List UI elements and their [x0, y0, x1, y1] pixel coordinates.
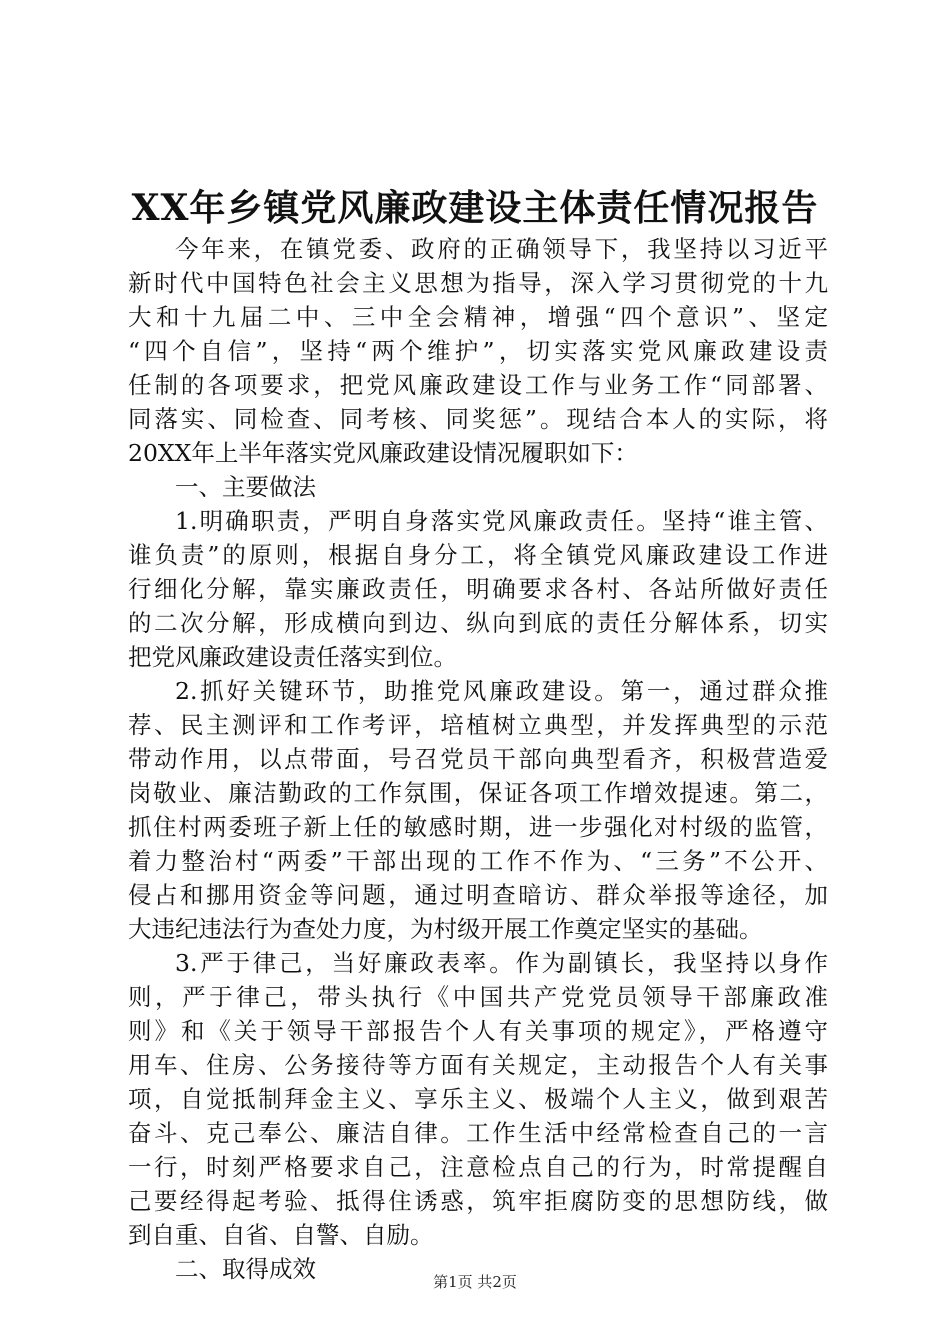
text-line: 今年来，在镇党委、政府的正确领导下，我坚持以习近平: [175, 235, 828, 263]
text-line: 的二次分解，形成横向到边、纵向到底的责任分解体系，切实: [128, 609, 828, 637]
text-line: 谁负责”的原则，根据自身分工，将全镇党风廉政建设工作进: [128, 541, 828, 569]
text-line: 到自重、自省、自警、自励。: [128, 1221, 434, 1249]
text-line: 行细化分解，靠实廉政责任，明确要求各村、各站所做好责任: [128, 575, 828, 603]
text-line: 同落实、同检查、同考核、同奖惩”。现结合本人的实际，将: [128, 405, 828, 433]
text-line: 一、主要做法: [175, 473, 316, 501]
text-line: 大和十九届二中、三中全会精神，增强“四个意识”、坚定: [128, 303, 828, 331]
text-line: 新时代中国特色社会主义思想为指导，深入学习贯彻党的十九: [128, 269, 828, 297]
text-line: 一行，时刻严格要求自己，注意检点自己的行为，时常提醒自: [128, 1153, 828, 1181]
text-line: 荐、民主测评和工作考评，培植树立典型，并发挥典型的示范: [128, 711, 828, 739]
text-line: 3.严于律己，当好廉政表率。作为副镇长，我坚持以身作: [175, 949, 828, 977]
text-line: 己要经得起考验、抵得住诱惑，筑牢拒腐防变的思想防线，做: [128, 1187, 828, 1215]
document-title: XX年乡镇党风廉政建设主体责任情况报告: [131, 187, 819, 229]
text-line: 2.抓好关键环节，助推党风廉政建设。第一，通过群众推: [175, 677, 828, 705]
text-line: 二、取得成效: [175, 1255, 316, 1283]
text-line: 大违纪违法行为查处力度，为村级开展工作奠定坚实的基础。: [128, 915, 763, 943]
text-line: 把党风廉政建设责任落实到位。: [128, 643, 457, 671]
text-line: 侵占和挪用资金等问题，通过明查暗访、群众举报等途径，加: [128, 881, 828, 909]
text-line: 着力整治村“两委”干部出现的工作不作为、“三务”不公开、: [128, 847, 828, 875]
text-line: 带动作用，以点带面，号召党员干部向典型看齐，积极营造爱: [128, 745, 828, 773]
text-line: 20XX年上半年落实党风廉政建设情况履职如下：: [128, 439, 638, 467]
text-line: 则》和《关于领导干部报告个人有关事项的规定》，严格遵守: [128, 1017, 828, 1045]
text-line: 则，严于律己，带头执行《中国共产党党员领导干部廉政准: [128, 983, 828, 1011]
text-line: 抓住村两委班子新上任的敏感时期，进一步强化对村级的监管，: [128, 813, 828, 841]
text-line: “四个自信”，坚持“两个维护”，切实落实党风廉政建设责: [128, 337, 828, 365]
text-line: 岗敬业、廉洁勤政的工作氛围，保证各项工作增效提速。第二，: [128, 779, 828, 807]
document-body: [128, 232, 828, 1286]
text-line: 项，自觉抵制拜金主义、享乐主义、极端个人主义，做到艰苦: [128, 1085, 828, 1113]
page-footer: 第1页 共2页: [433, 1273, 517, 1291]
text-line: 1.明确职责，严明自身落实党风廉政责任。坚持“谁主管、: [175, 507, 828, 535]
text-line: 奋斗、克己奉公、廉洁自律。工作生活中经常检查自己的一言: [128, 1119, 828, 1147]
text-line: 任制的各项要求，把党风廉政建设工作与业务工作“同部署、: [128, 371, 828, 399]
text-line: 用车、住房、公务接待等方面有关规定，主动报告个人有关事: [128, 1051, 828, 1079]
